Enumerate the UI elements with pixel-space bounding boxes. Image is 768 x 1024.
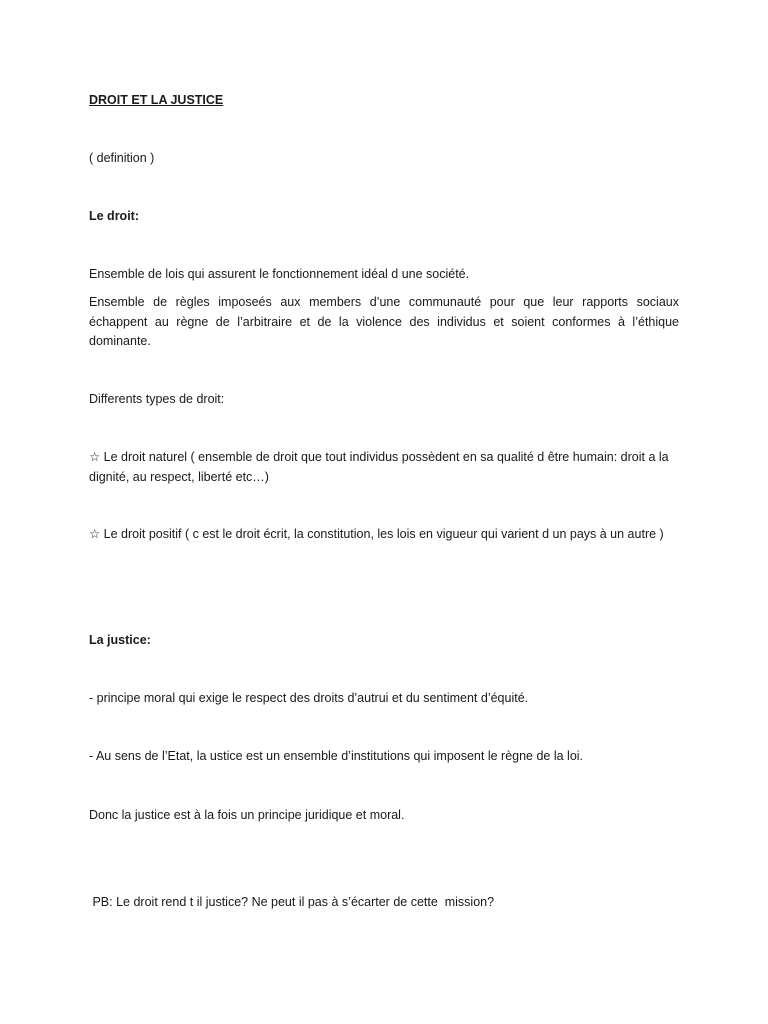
document-title: DROIT ET LA JUSTICE <box>89 93 224 107</box>
conclusion-text: Donc la justice est à la fois un principe juridique et moral. <box>89 808 405 822</box>
droit-heading: Le droit: <box>89 209 139 223</box>
document-subtitle: ( definition ) <box>89 151 155 165</box>
justice-definition-2: - Au sens de l’Etat, la ustice est un ensemble d’institutions qui imposent le règne de la loi. <box>89 749 584 763</box>
types-heading: Differents types de droit: <box>89 392 225 406</box>
problematique-text: PB: Le droit rend t il justice? Ne peut il pas à s’écarter de cette mission? <box>89 895 495 909</box>
justice-definition-1: - principe moral qui exige le respect des droits d’autrui et du sentiment d’équité. <box>89 691 529 705</box>
droit-positif-item: ☆ Le droit positif ( c est le droit écrit, la constitution, les lois en vigueur qui varient d un pays à un autre ) <box>89 527 664 541</box>
droit-naturel-item: ☆ Le droit naturel ( ensemble de droit que tout individus possèdent en sa qualité d être humain: droit a la dignité, au respect, liberté etc…) <box>89 450 669 484</box>
justice-heading: La justice: <box>89 633 151 647</box>
droit-definition-2: Ensemble de règles imposeés aux members d’une communauté pour que leur rapports sociaux échappent au règne de l’arbitraire et de la violence des individus et soient conformes à l’éthique dominante. <box>89 295 679 348</box>
droit-definition-1: Ensemble de lois qui assurent le fonctionnement idéal d une société. <box>89 267 470 281</box>
